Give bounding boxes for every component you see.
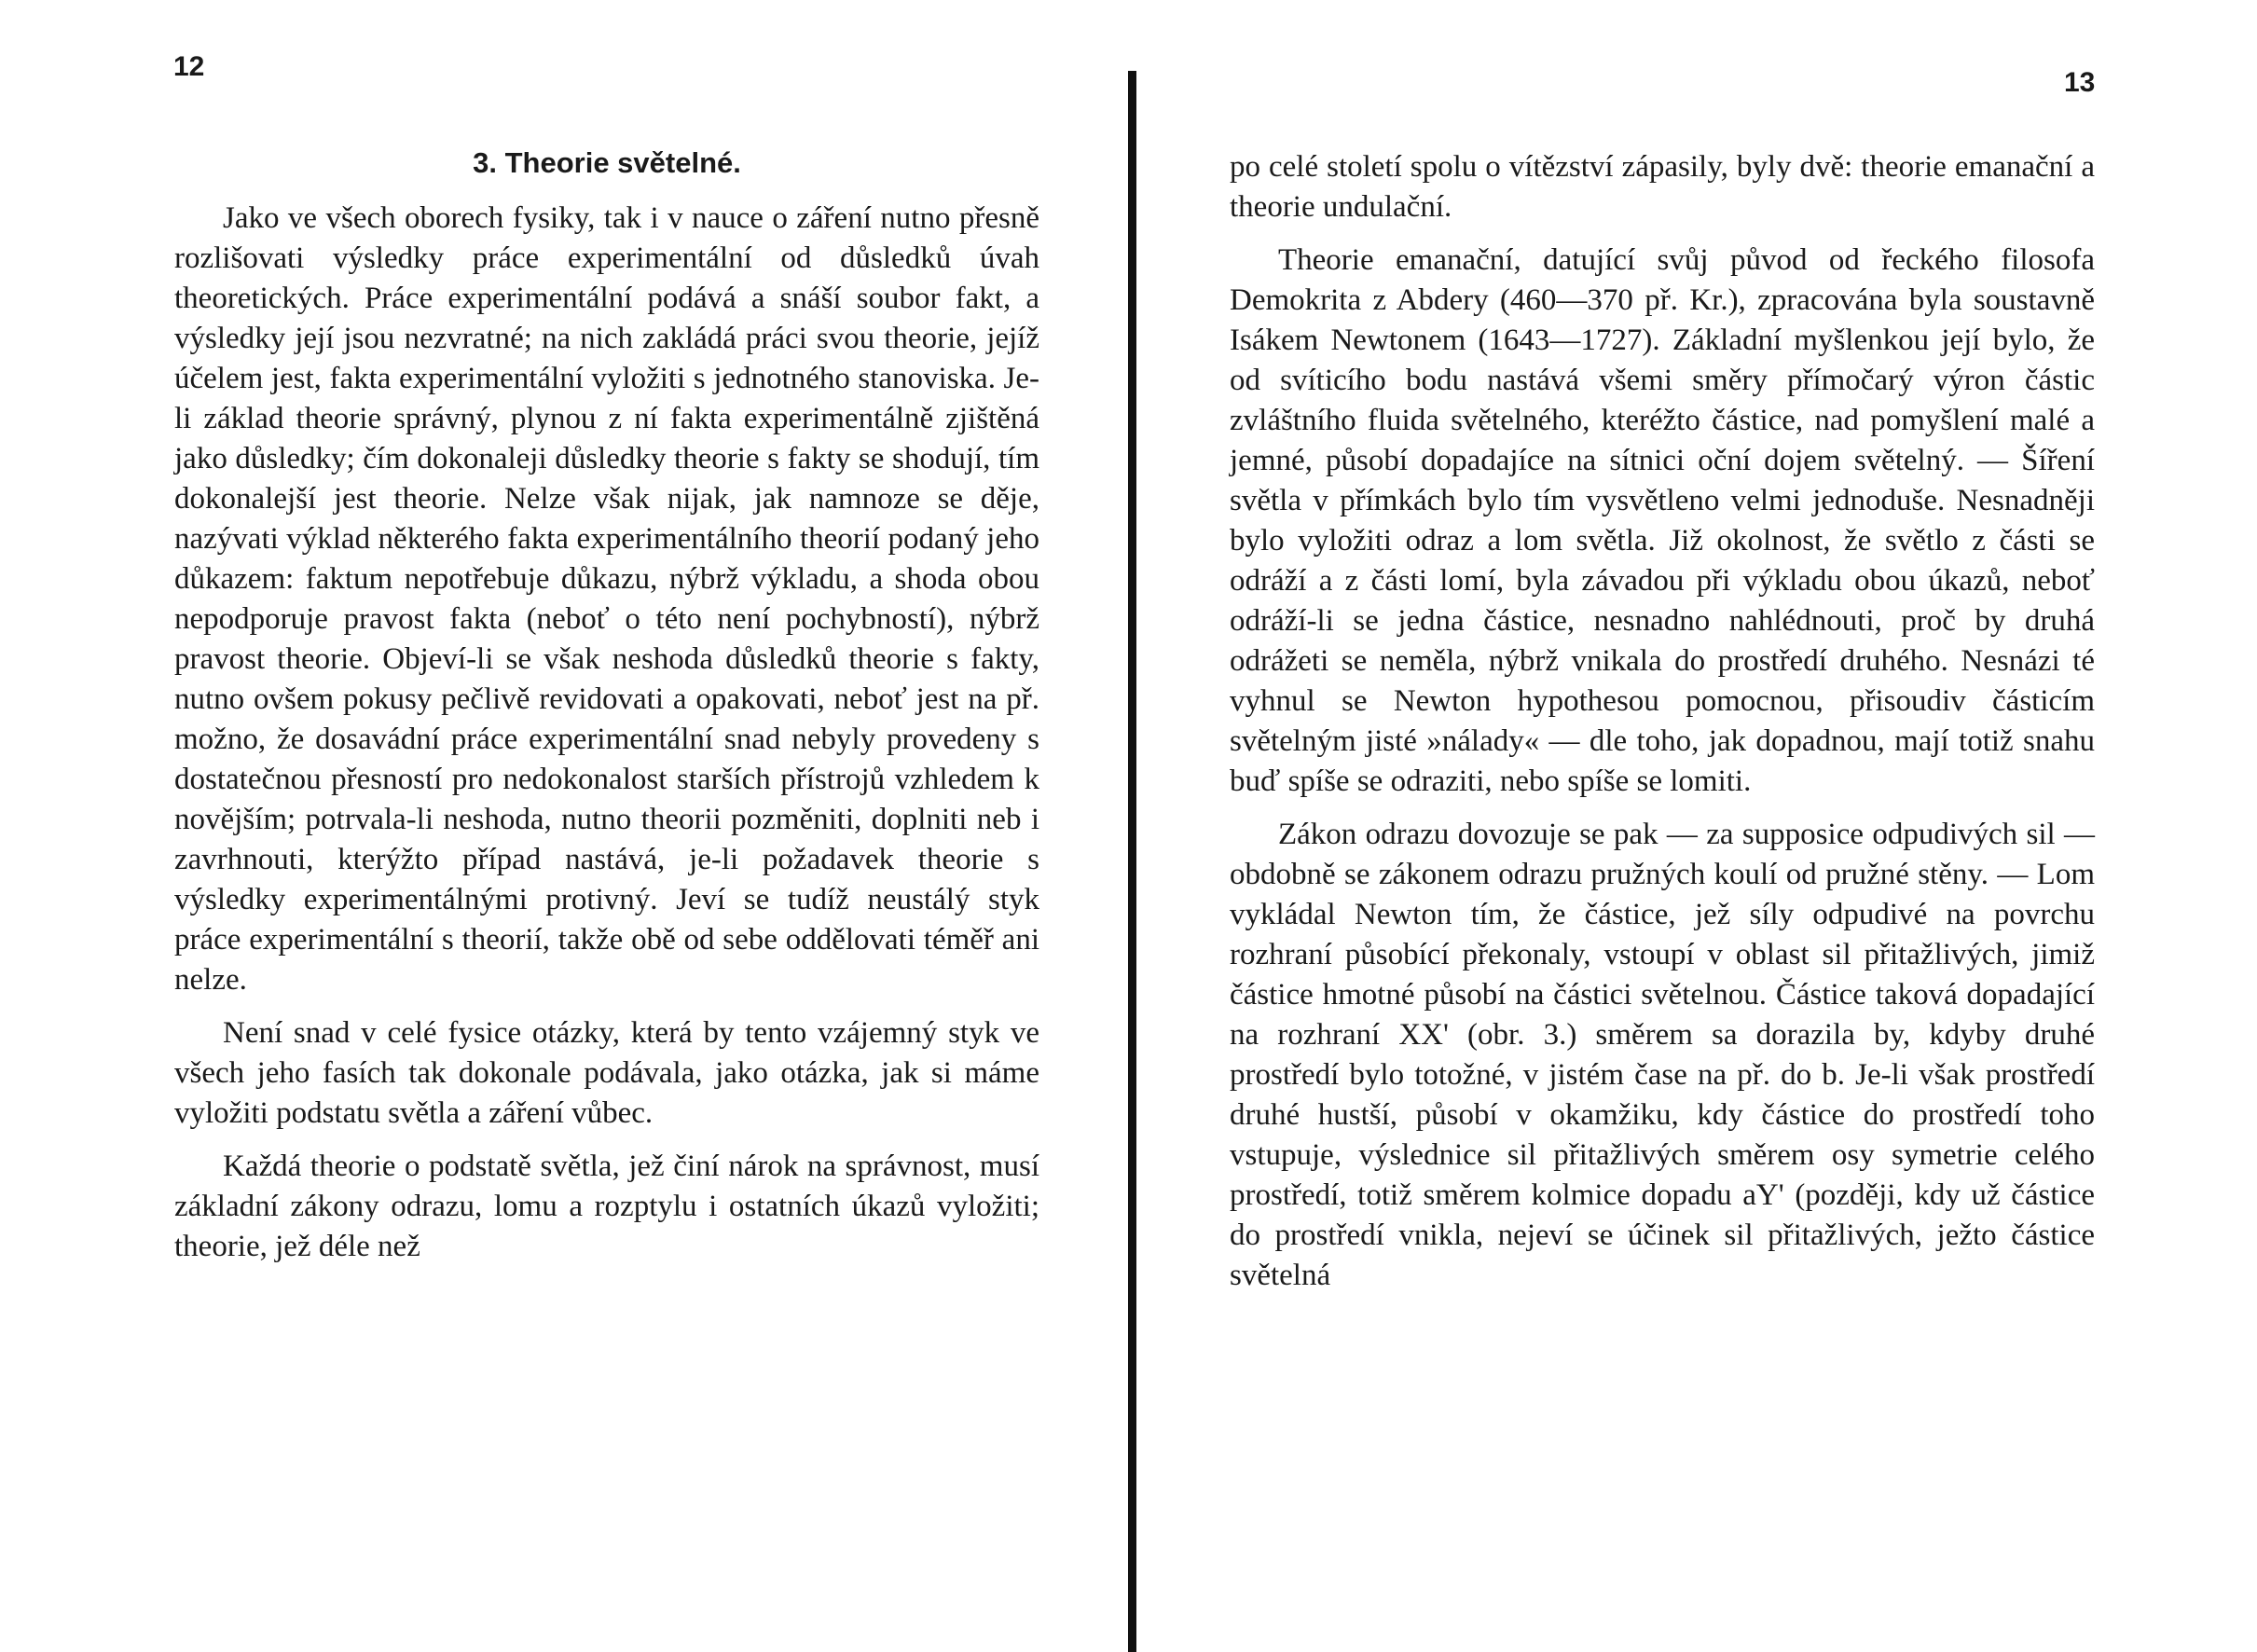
paragraph: Theorie emanační, datující svůj původ od řeckého filosofa Demokrita z Abdery (460—370 př. Kr.), zpracována byla soustavně Isákem Newtonem (1643—1727). Základní myšlenkou její bylo, že od svíticího bodu nastává všemi směry přímočarý výron částic zvláštního fluida světelného, kteréžto částice, nad pomyšlení malé a jemné, působí dopadajíce na sítnici oční dojem světelný. — Šíření světla v přímkách bylo tím vysvětleno velmi jednoduše. Nesnadněji bylo vyložiti odraz a lom světla. Již okolnost, že světlo z části se odráží a z části lomí, byla závadou při výkladu obou úkazů, neboť odráží-li se jedna částice, nesnadno nahlédnouti, proč by druhá odrážeti se neměla, nýbrž vnikala do prostředí druhého. Nesnázi té vyhnul se Newton hypothesou pomocnou, přisoudiv částicím světelným jisté »nálady« — dle toho, jak dopadnou, mají totiž snahu buď spíše se odraziti, nebo spíše se lomiti. [1230, 243, 2095, 798]
paragraph: Každá theorie o podstatě světla, jež činí nárok na správnost, musí základní zákony odrazu, lomu a rozptylu i ostatních úkazů vyložiti; theorie, jež déle než [174, 1150, 1039, 1263]
paragraph: po celé století spolu o vítězství zápasily, byly dvě: theorie emanační a theorie undulační. [1230, 150, 2095, 224]
page-number-right: 13 [2064, 67, 2096, 98]
paragraph: Zákon odrazu dovozuje se pak — za supposice odpudivých sil — obdobně se zákonem odrazu pružných koulí od pružné stěny. — Lom vykládal Newton tím, že částice, jež síly odpudivé na povrchu rozhraní působící překonaly, vstoupí v oblast sil přitažlivých, jimiž částice hmotné působí na částici světelnou. Částice taková dopadající na rozhraní XX' (obr. 3.) směrem sa dorazila by, kdyby druhé prostředí bylo totožné, v jistém čase na př. do b. Je-li však prostředí druhé hustší, působí v okamžiku, kdy částice do prostředí toho vstupuje, výslednice sil přitažlivých směrem osy symetrie celého prostředí, totiž směrem kolmice dopadu aY' (později, kdy už částice do prostředí vnikla, nejeví se účinek sil přitažlivých, ježto částice světelná [1230, 818, 2095, 1292]
paragraph: Jako ve všech oborech fysiky, tak i v nauce o záření nutno přesně rozlišovati výsledky práce experimentální od důsledků úvah theoretických. Práce experimentální podává a snáší soubor fakt, a výsledky její jsou nezvratné; na nich zakládá práci svou theorie, jejíž účelem jest, fakta experimentální vyložiti s jednotného stanoviska. Je-li základ theorie správný, plynou z ní fakta experimentálně zjištěná jako důsledky; čím dokonaleji důsledky theorie s fakty se shodují, tím dokonalejší jest theorie. Nelze však nijak, jak namnoze se děje, nazývati výklad některého fakta experimentálního theorií podaný jeho důkazem: faktum nepotřebuje důkazu, nýbrž výkladu, a shoda obou nepodporuje pravost fakta (neboť o této není pochybností), nýbrž pravost theorie. Objeví-li se však neshoda důsledků theorie s fakty, nutno ovšem pokusy pečlivě revidovati a opakovati, neboť jest na př. možno, že dosavádní práce experimentální snad nebyly provedeny s dostatečnou přesností pro nedokonalost starších přístrojů vzhledem k novějším; potrvala-li neshoda, nutno theorii pozměniti, doplniti neb i zavrhnouti, kterýžto případ nastává, je-li požadavek theorie s výsledky experimentálnými protivný. Jeví se tudíž neustálý styk práce experimentální s theorií, takže obě od sebe oddělovati téměř ani nelze. [174, 201, 1039, 997]
page-number-left: 12 [173, 51, 205, 82]
spread-divider [1128, 71, 1136, 1652]
paragraph: Není snad v celé fysice otázky, která by tento vzájemný styk ve všech jeho fasích tak dokonale podávala, jako otázka, jak si máme vyložiti podstatu světla a záření vůbec. [174, 1016, 1039, 1130]
left-page [0, 0, 1119, 1652]
right-page [1137, 0, 2257, 1652]
right-page-text [1230, 147, 2095, 1309]
left-page-text [174, 145, 1039, 1280]
section-heading: 3. Theorie světelné. [473, 146, 741, 179]
